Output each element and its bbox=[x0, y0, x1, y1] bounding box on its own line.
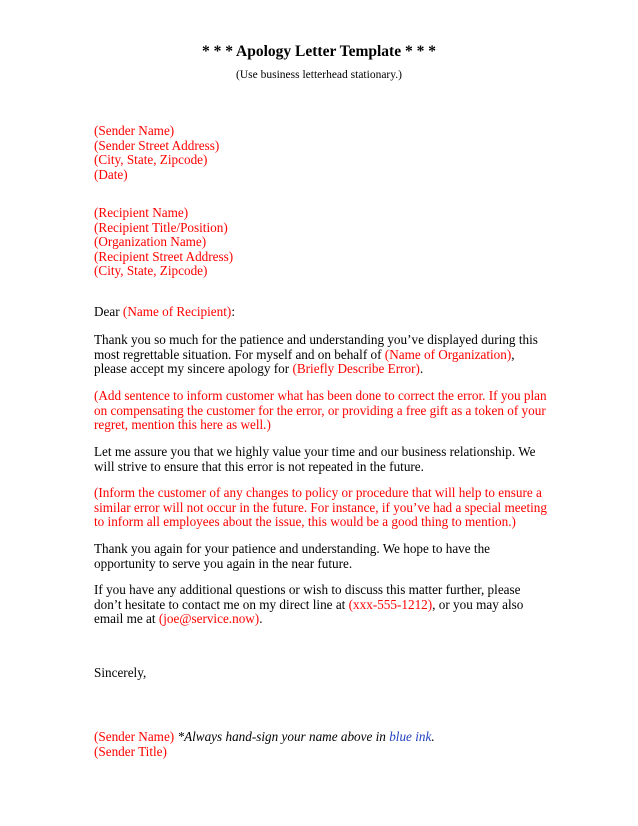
sender-city: (City, State, Zipcode) bbox=[94, 152, 208, 168]
recipient-city: (City, State, Zipcode) bbox=[94, 263, 208, 279]
sender-block bbox=[94, 124, 544, 182]
recipient-street: (Recipient Street Address) bbox=[94, 248, 234, 264]
document-title: * * * Apology Letter Template * * * bbox=[202, 43, 436, 60]
phone-placeholder: (xxx-555-1212) bbox=[348, 596, 433, 612]
email-placeholder: (joe@service.now) bbox=[158, 611, 260, 627]
signature-note: *Always hand-sign your name above in bbox=[174, 729, 390, 744]
paragraph-policy-instructions: (Inform the customer of any changes to policy or procedure that will help to ensure a similar error will not occur in the future. For instance, if you’ve had a special meeting to inform all employees about the issue, this would be a good thing to mention.) bbox=[94, 485, 547, 530]
paragraph-thanks-again: Thank you again for your patience and understanding. We hope to have the opportunity to serve you again in the near future. bbox=[94, 541, 491, 571]
salutation-suffix: : bbox=[231, 304, 235, 319]
document-subtitle: (Use business letterhead stationary.) bbox=[236, 69, 402, 81]
paragraph-text: If you have any additional questions or wish to discuss this matter further, please don’t hesitate to contact me on my direct line at bbox=[94, 582, 521, 612]
recipient-block bbox=[94, 206, 544, 279]
signature-sender-title: (Sender Title) bbox=[94, 743, 167, 759]
sender-name: (Sender Name) bbox=[94, 123, 175, 138]
paragraph-text: Thank you so much for the patience and understanding you’ve displayed during this most regrettable situation. For myself and on behalf of bbox=[94, 332, 538, 362]
paragraph-correction-instructions: (Add sentence to inform customer what has been done to correct the error. If you plan on compensating the customer for the error, or providing a free gift as a token of your regret, mention this here as well.) bbox=[94, 388, 547, 433]
signature-note-end: . bbox=[431, 729, 435, 744]
sender-street: (Sender Street Address) bbox=[94, 137, 220, 153]
recipient-title: (Recipient Title/Position) bbox=[94, 219, 228, 235]
closing: Sincerely, bbox=[94, 665, 147, 680]
paragraph-text: . bbox=[419, 361, 424, 377]
signature-ink-color: blue ink bbox=[389, 729, 432, 744]
signature-sender-name: (Sender Name) bbox=[94, 729, 175, 744]
paragraph-contact bbox=[94, 583, 548, 627]
salutation-prefix: Dear bbox=[94, 304, 123, 319]
paragraph-thanks bbox=[94, 333, 548, 377]
error-placeholder: (Briefly Describe Error) bbox=[292, 361, 420, 377]
paragraph-text: , please accept my sincere apology for bbox=[94, 346, 515, 377]
signature-block bbox=[94, 730, 544, 759]
recipient-organization: (Organization Name) bbox=[94, 234, 207, 250]
paragraph-text: , or you may also email me at bbox=[94, 596, 524, 627]
paragraph-text: . bbox=[259, 611, 263, 627]
recipient-name: (Recipient Name) bbox=[94, 205, 189, 220]
salutation-recipient: (Name of Recipient) bbox=[122, 304, 232, 319]
salutation bbox=[94, 305, 548, 320]
sender-date: (Date) bbox=[94, 166, 128, 182]
signature-line bbox=[94, 730, 544, 745]
paragraph-assurance: Let me assure you that we highly value your time and our business relationship. We will strive to ensure that this error is not repeated in the future. bbox=[94, 444, 536, 474]
organization-placeholder: (Name of Organization) bbox=[384, 346, 512, 362]
